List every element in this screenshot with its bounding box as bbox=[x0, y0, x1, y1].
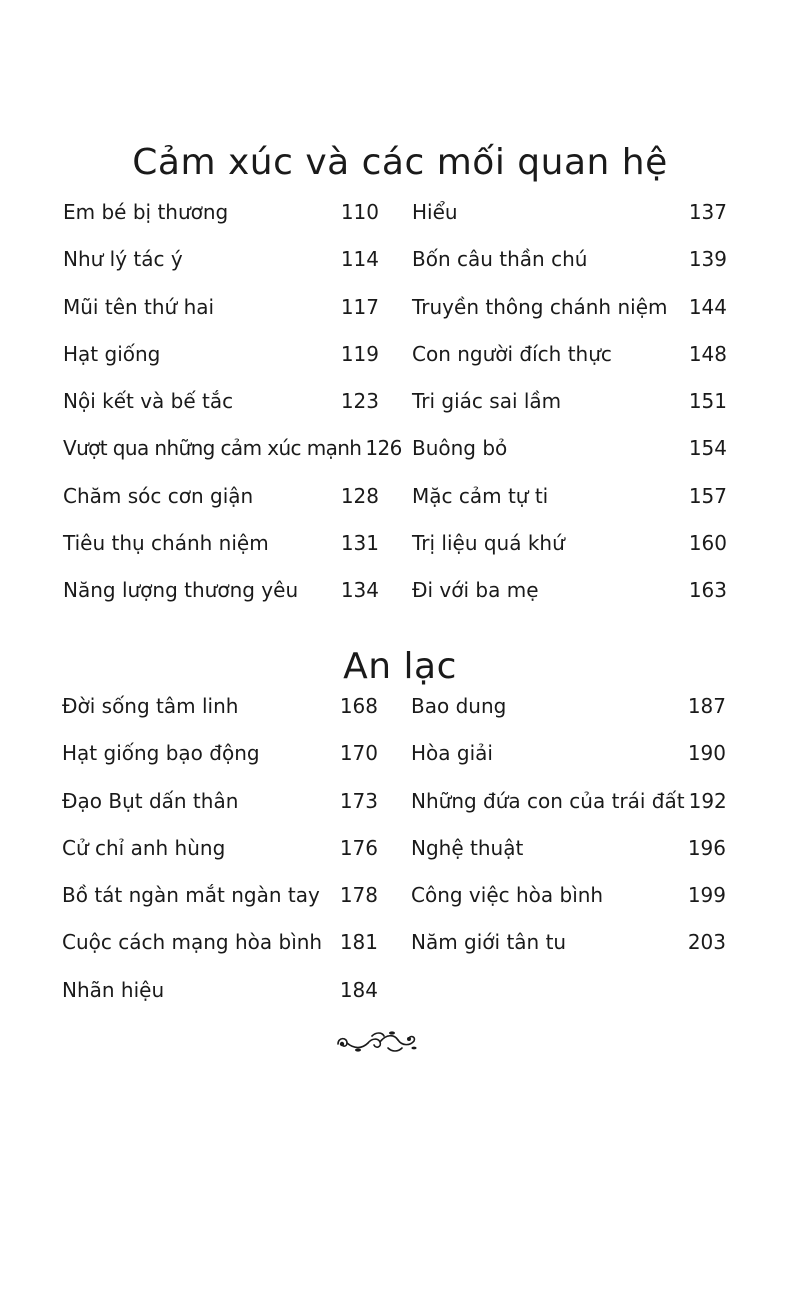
toc-entry-page: 203 bbox=[687, 930, 726, 955]
toc-entry[interactable] bbox=[63, 529, 379, 576]
toc-entry-title: Đời sống tâm linh bbox=[62, 694, 239, 718]
toc-entry[interactable] bbox=[412, 340, 727, 387]
toc-entry-title: Nghệ thuật bbox=[411, 835, 524, 860]
toc-entry-title: Đi với ba mẹ bbox=[412, 578, 539, 603]
toc-entry[interactable] bbox=[63, 245, 379, 292]
toc-entry[interactable] bbox=[63, 198, 379, 245]
toc-entry-page: 126 bbox=[365, 436, 402, 461]
toc-entry-page: 157 bbox=[688, 483, 727, 508]
toc-entry-page: 137 bbox=[688, 200, 727, 224]
toc-entry-title: Cuộc cách mạng hòa bình bbox=[62, 930, 323, 955]
toc-entry-title: Hòa giải bbox=[411, 741, 493, 766]
toc-entry[interactable] bbox=[63, 340, 379, 387]
toc-entry-title: Buông bỏ bbox=[412, 436, 508, 461]
toc-entry-page: 114 bbox=[340, 247, 379, 272]
toc-entry-page: 151 bbox=[688, 389, 727, 414]
toc-entry-page: 173 bbox=[339, 788, 378, 813]
toc-entry[interactable] bbox=[412, 387, 727, 434]
toc-entry-title: Truyền thông chánh niệm bbox=[412, 294, 668, 319]
toc-entry[interactable] bbox=[411, 834, 726, 881]
toc-entry[interactable] bbox=[63, 482, 379, 529]
toc-entry[interactable] bbox=[411, 787, 726, 834]
toc-entry[interactable] bbox=[411, 739, 726, 786]
toc-entry[interactable] bbox=[412, 576, 727, 623]
toc-entry-title: Công việc hòa bình bbox=[411, 883, 604, 908]
toc-entry-title: Mũi tên thứ hai bbox=[63, 294, 215, 319]
toc-entry-page: 192 bbox=[688, 788, 727, 813]
toc-entry[interactable] bbox=[63, 576, 379, 623]
toc-entry[interactable] bbox=[412, 245, 727, 292]
toc-entry[interactable] bbox=[62, 739, 378, 786]
toc-entry-page: 187 bbox=[687, 694, 726, 718]
toc-entry[interactable] bbox=[62, 976, 378, 1023]
toc-entry-title: Nội kết và bế tắc bbox=[63, 389, 234, 414]
toc-entry-page: 131 bbox=[340, 531, 379, 556]
toc-entry[interactable] bbox=[411, 881, 726, 928]
toc-entry[interactable] bbox=[62, 928, 378, 975]
toc-entry-page: 184 bbox=[339, 977, 378, 1002]
toc-entry[interactable] bbox=[63, 387, 379, 434]
toc-column-right bbox=[412, 198, 727, 624]
toc-entry-title: Như lý tác ý bbox=[63, 247, 183, 272]
toc-entry-title: Nhãn hiệu bbox=[62, 977, 165, 1002]
toc-entry[interactable] bbox=[411, 692, 726, 739]
toc-entry-page: 163 bbox=[688, 578, 727, 603]
toc-entry[interactable] bbox=[412, 482, 727, 529]
toc-entry-page: 199 bbox=[687, 883, 726, 908]
flourish-ornament-icon bbox=[330, 1024, 422, 1060]
toc-entry-title: Chăm sóc cơn giận bbox=[63, 483, 254, 508]
toc-column-left bbox=[63, 198, 402, 624]
toc-entry[interactable] bbox=[411, 928, 726, 975]
toc-column-left bbox=[62, 692, 378, 1023]
toc-entry-title: Tri giác sai lầm bbox=[412, 389, 562, 414]
toc-entry[interactable] bbox=[62, 692, 378, 739]
toc-entry-title: Hạt giống bạo động bbox=[62, 741, 260, 766]
toc-entry-page: 148 bbox=[688, 341, 727, 366]
toc-entry-title: Tiêu thụ chánh niệm bbox=[63, 531, 269, 556]
toc-entry[interactable] bbox=[412, 529, 727, 576]
toc-entry-page: 139 bbox=[688, 247, 727, 272]
toc-entry-page: 110 bbox=[340, 200, 379, 224]
toc-entry-title: Năm giới tân tu bbox=[411, 930, 567, 955]
toc-entry-page: 128 bbox=[340, 483, 379, 508]
section-title-an-lac: An lạc bbox=[343, 646, 457, 687]
toc-entry-page: 134 bbox=[340, 578, 379, 603]
toc-entry-title: Em bé bị thương bbox=[63, 200, 229, 224]
toc-entry-page: 119 bbox=[340, 341, 379, 366]
toc-entry-title: Những đứa con của trái đất bbox=[411, 788, 685, 813]
toc-entry-title: Đạo Bụt dấn thân bbox=[62, 788, 239, 813]
toc-entry-page: 144 bbox=[688, 294, 727, 319]
toc-entry-title: Vượt qua những cảm xúc mạnh bbox=[63, 436, 362, 461]
toc-entry-title: Bốn câu thần chú bbox=[412, 247, 588, 272]
toc-entry-title: Bồ tát ngàn mắt ngàn tay bbox=[62, 883, 320, 908]
toc-entry[interactable] bbox=[412, 434, 727, 481]
toc-entry[interactable] bbox=[62, 787, 378, 834]
toc-entry[interactable] bbox=[62, 834, 378, 881]
toc-entry-title: Cử chỉ anh hùng bbox=[62, 835, 226, 860]
toc-column-right bbox=[411, 692, 726, 976]
toc-entry-page: 160 bbox=[688, 531, 727, 556]
toc-entry[interactable] bbox=[62, 881, 378, 928]
toc-entry-page: 196 bbox=[687, 835, 726, 860]
section-title-cam-xuc: Cảm xúc và các mối quan hệ bbox=[132, 142, 668, 183]
toc-entry-title: Hạt giống bbox=[63, 341, 161, 366]
toc-entry-title: Hiểu bbox=[412, 200, 458, 224]
toc-entry-title: Trị liệu quá khứ bbox=[412, 531, 565, 556]
toc-entry-page: 178 bbox=[339, 883, 378, 908]
toc-entry[interactable] bbox=[63, 293, 379, 340]
toc-entry-title: Con người đích thực bbox=[412, 341, 612, 366]
toc-entry-title: Năng lượng thương yêu bbox=[63, 578, 299, 603]
toc-entry-page: 176 bbox=[339, 835, 378, 860]
toc-entry-title: Bao dung bbox=[411, 694, 507, 718]
toc-entry-page: 117 bbox=[340, 294, 379, 319]
toc-entry-page: 154 bbox=[688, 436, 727, 461]
toc-entry-page: 170 bbox=[339, 741, 378, 766]
toc-entry-page: 181 bbox=[339, 930, 378, 955]
toc-entry[interactable] bbox=[412, 198, 727, 245]
toc-entry-page: 168 bbox=[339, 694, 378, 718]
toc-entry-title: Mặc cảm tự ti bbox=[412, 483, 549, 508]
toc-entry-page: 190 bbox=[687, 741, 726, 766]
toc-entry-page: 123 bbox=[340, 389, 379, 414]
toc-entry[interactable] bbox=[63, 434, 402, 481]
toc-entry[interactable] bbox=[412, 293, 727, 340]
